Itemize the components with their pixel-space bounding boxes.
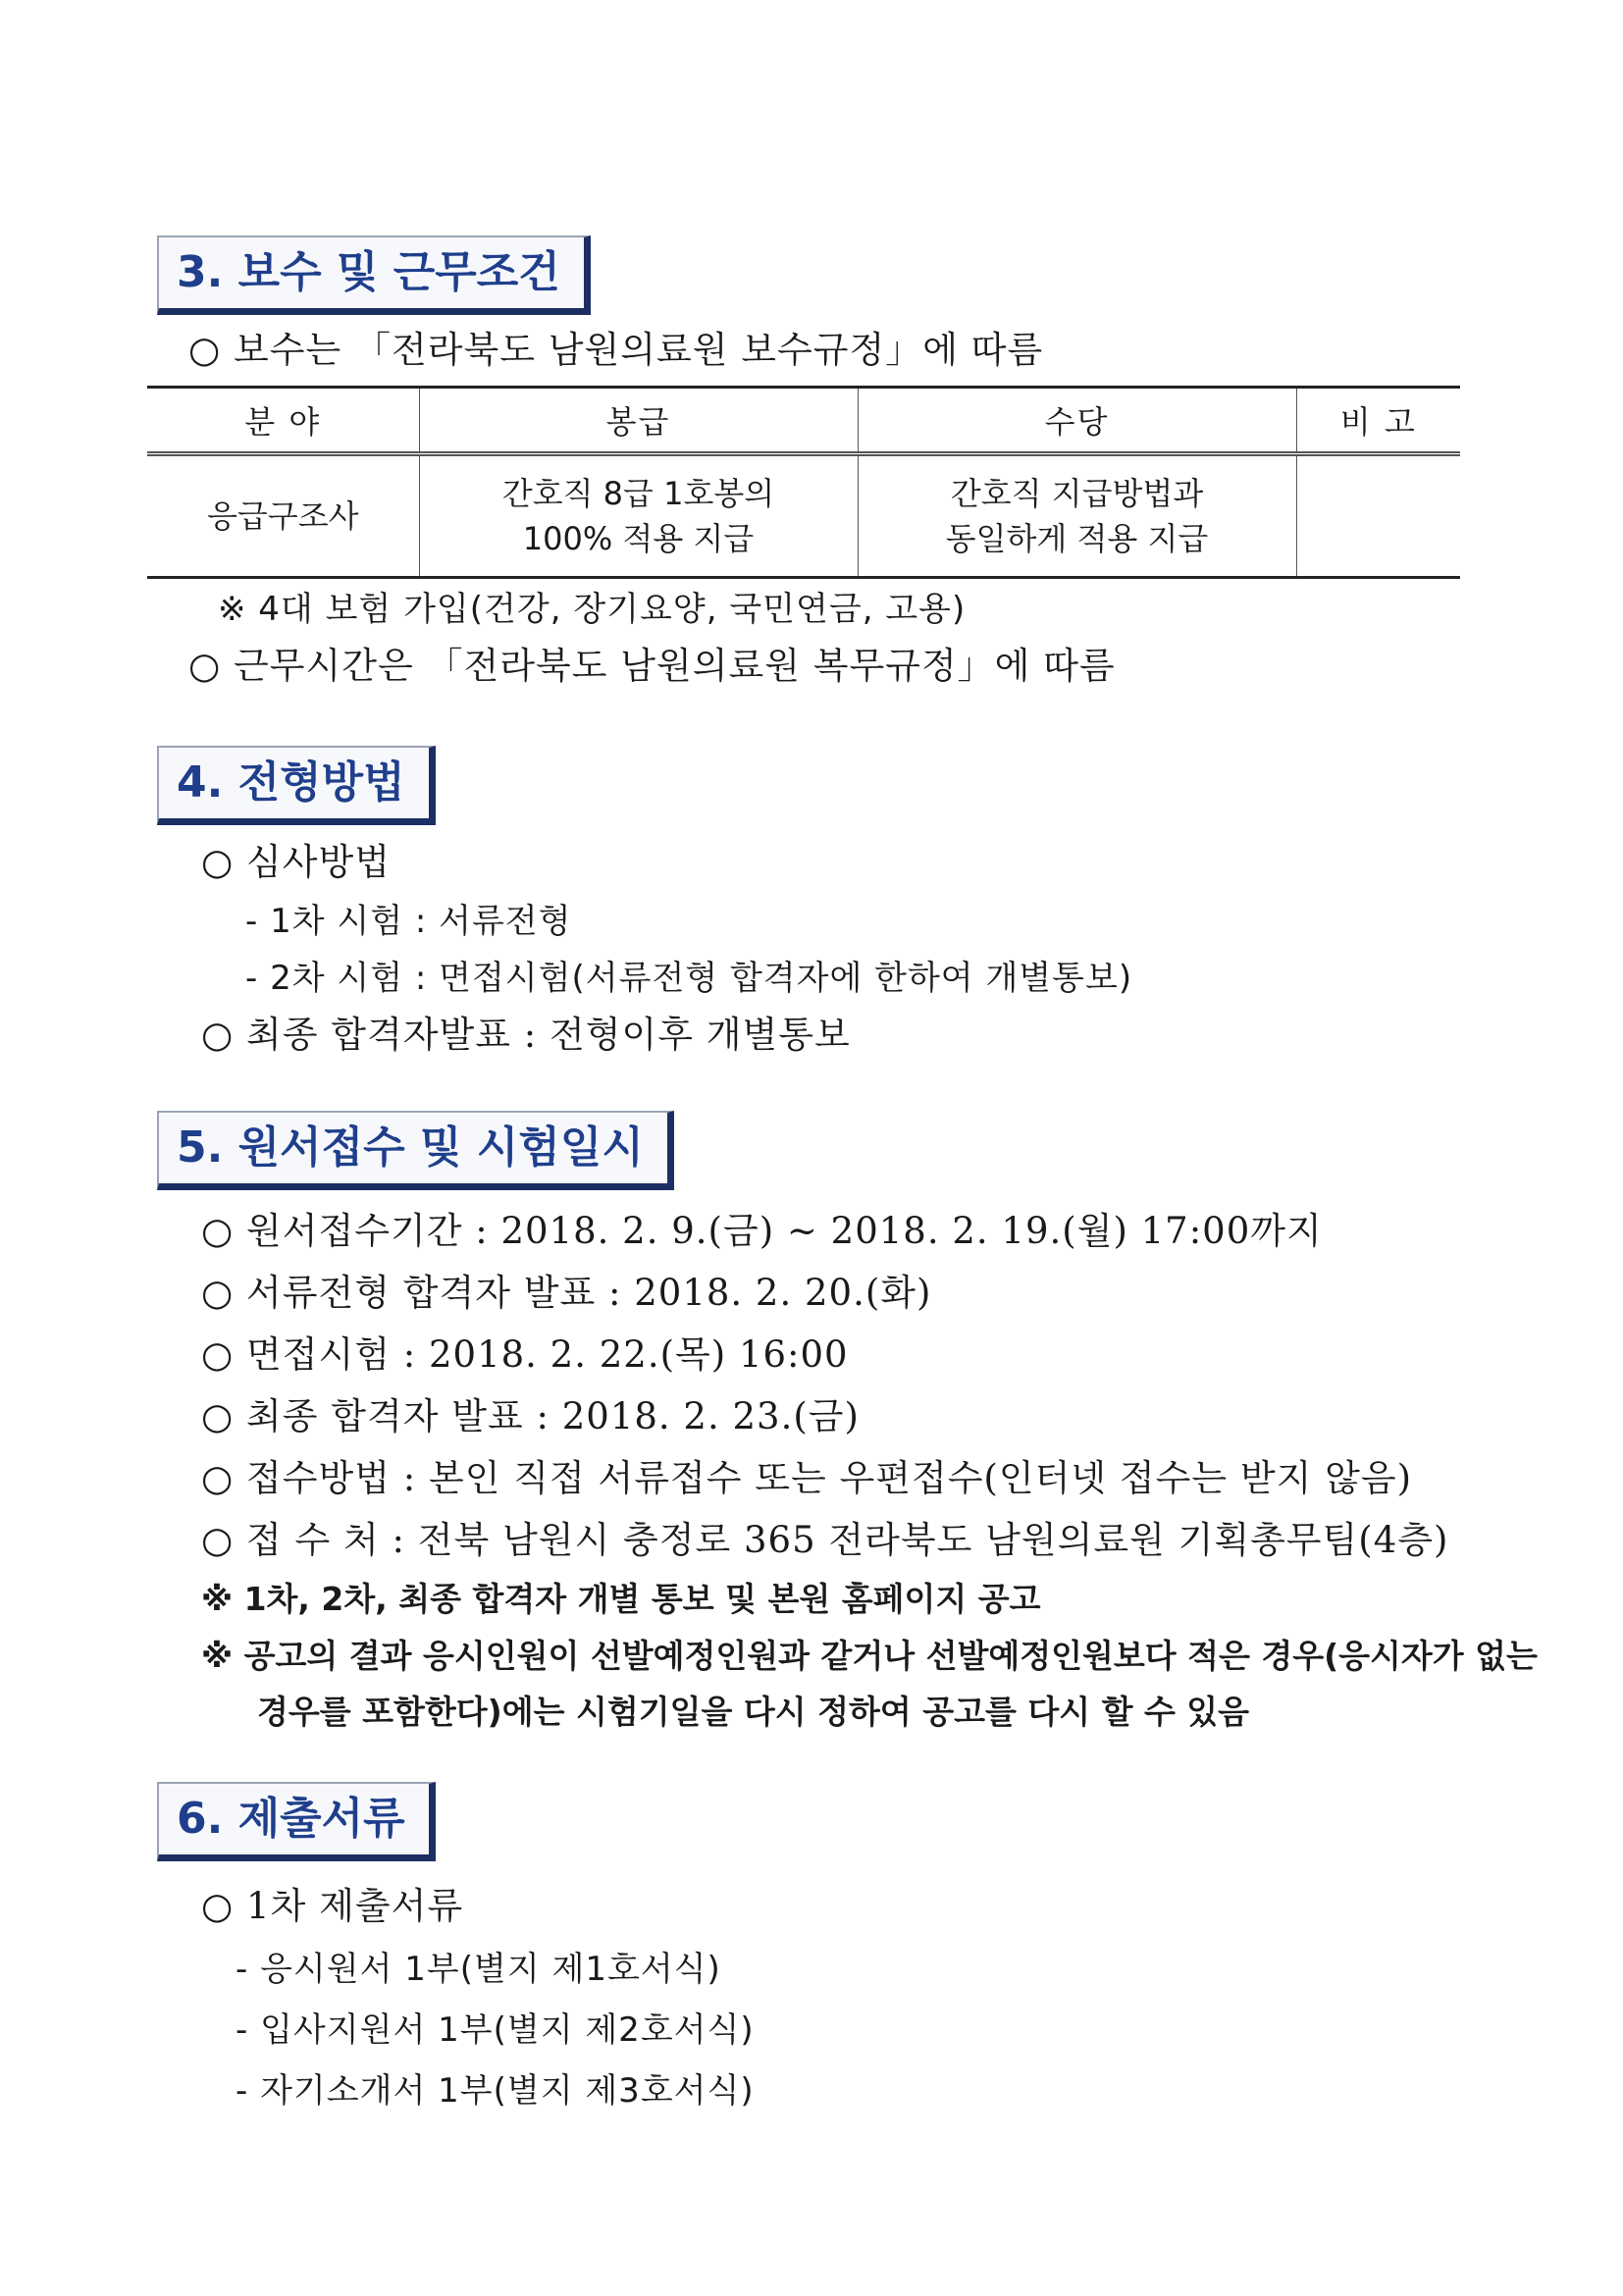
pay-table-header-row [147,388,1460,454]
pay-rule-text: ○ 보수는 「전라북도 남원의료원 보수규정」에 따름 [188,329,1044,371]
work-hours-text: ○ 근무시간은 「전라북도 남원의료원 복무규정」에 따름 [188,645,1116,687]
note-1: ※ 1차, 2차, 최종 합격자 개별 통보 및 본원 홈페이지 공고 [201,1580,1041,1618]
header-field: 분 야 [147,388,419,454]
insurance-note: ※ 4대 보험 가입(건강, 장기요양, 국민연금, 고용) [218,590,967,629]
round-2-text: - 2차 시험 : 면접시험(서류전형 합격자에 한하여 개별통보) [245,959,1133,998]
doc-item: - 응시원서 1부(별지 제1호서식) [236,1950,721,1989]
header-remark: 비 고 [1296,388,1460,454]
schedule-item: ○ 최종 합격자 발표 : 2018. 2. 23.(금) [201,1395,860,1437]
salary-line-1: 간호직 8급 1호봉의 [501,474,775,512]
section-4-heading: 4. 전형방법 [157,746,436,825]
allowance-line-1: 간호직 지급방법과 [950,474,1204,512]
first-docs-text: ○ 1차 제출서류 [201,1885,464,1927]
doc-item: - 자기소개서 1부(별지 제3호서식) [236,2071,755,2111]
cell-salary [419,454,858,578]
section-3-heading: 3. 보수 및 근무조건 [157,235,591,315]
table-row [147,454,1460,578]
section-5-heading: 5. 원서접수 및 시험일시 [157,1111,674,1190]
schedule-item: ○ 접수방법 : 본인 직접 서류접수 또는 우편접수(인터넷 접수는 받지 않음) [201,1457,1413,1499]
section-6-heading: 6. 제출서류 [157,1782,436,1861]
schedule-item: ○ 면접시험 : 2018. 2. 22.(목) 16:00 [201,1333,849,1376]
cell-field: 응급구조사 [147,454,419,578]
pay-table [147,386,1460,579]
doc-item: - 입사지원서 1부(별지 제2호서식) [236,2010,755,2050]
cell-allowance [858,454,1296,578]
schedule-item: ○ 접 수 처 : 전북 남원시 충정로 365 전라북도 남원의료원 기획총무팀(4층) [201,1519,1449,1561]
note-2-line-2: 경우를 포함한다)에는 시험기일을 다시 정하여 공고를 다시 할 수 있음 [257,1693,1250,1731]
cell-remark [1296,454,1460,578]
schedule-item: ○ 서류전형 합격자 발표 : 2018. 2. 20.(화) [201,1272,932,1314]
salary-line-2: 100% 적용 지급 [522,520,755,557]
schedule-item: ○ 원서접수기간 : 2018. 2. 9.(금) ~ 2018. 2. 19.(월) 17:00까지 [201,1210,1323,1252]
note-2-line-1: ※ 공고의 결과 응시인원이 선발예정인원과 같거나 선발예정인원보다 적은 경우(응시자가 없는 [201,1637,1538,1675]
header-salary: 봉급 [419,388,858,454]
header-allowance: 수당 [858,388,1296,454]
allowance-line-2: 동일하게 적용 지급 [945,520,1209,557]
final-announce-text: ○ 최종 합격자발표 : 전형이후 개별통보 [201,1014,851,1056]
method-text: ○ 심사방법 [201,841,392,883]
round-1-text: - 1차 시험 : 서류전형 [245,902,572,941]
